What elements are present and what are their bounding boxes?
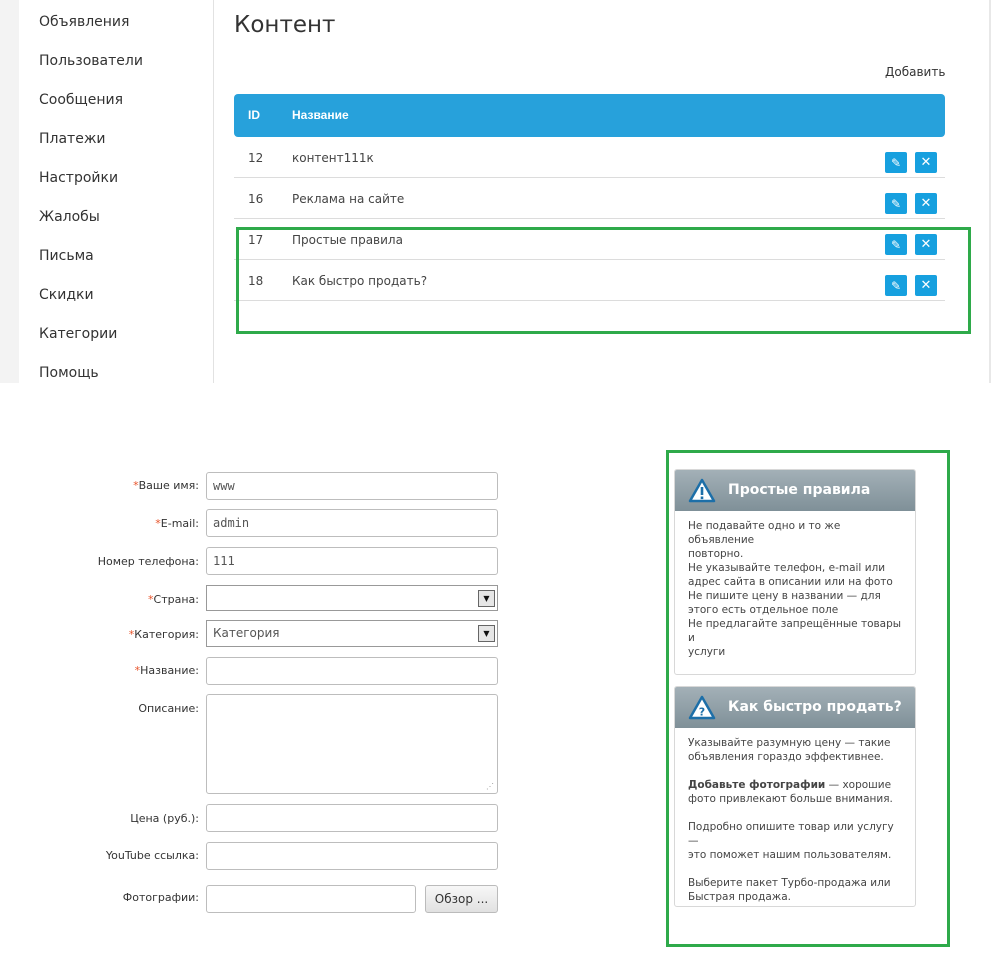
country-select[interactable] — [206, 585, 498, 611]
edit-button[interactable] — [885, 152, 907, 173]
add-content-link[interactable]: Добавить — [885, 65, 946, 79]
sidebar-item-payments[interactable]: Платежи — [39, 131, 106, 147]
sidebar-item-letters[interactable]: Письма — [39, 248, 94, 264]
email-input[interactable]: admin — [206, 509, 498, 537]
pencil-icon: ✎ — [890, 196, 902, 211]
sidebar-item-categories[interactable]: Категории — [39, 326, 118, 342]
delete-button[interactable] — [915, 152, 937, 173]
pencil-icon: ✎ — [890, 278, 902, 293]
page-title: Контент — [234, 12, 336, 38]
rules-panel-title: Простые правила — [728, 482, 871, 498]
row-id: 16 — [248, 192, 264, 206]
left-gutter — [0, 0, 19, 383]
rules-line: Не указывайте телефон, e-mail или — [688, 562, 886, 574]
rules-line: повторно. — [688, 548, 744, 560]
sidebar-item-users[interactable]: Пользователи — [39, 53, 143, 69]
sell-tips-panel-title: Как быстро продать? — [728, 699, 902, 715]
row-id: 18 — [248, 274, 264, 288]
highlight-box-rows — [236, 227, 971, 334]
photos-label: Фотографии: — [122, 891, 199, 904]
sidebar-item-messages[interactable]: Сообщения — [39, 92, 124, 108]
row-id: 12 — [248, 151, 264, 165]
phone-input[interactable]: 111 — [206, 547, 498, 575]
sidebar-item-discounts[interactable]: Скидки — [39, 287, 94, 303]
tip-line: Быстрая продажа. — [688, 891, 792, 903]
row-name: контент111к — [292, 151, 374, 165]
column-header-id[interactable]: ID — [248, 108, 260, 122]
tip-line: фото привлекают больше внимания. — [688, 793, 893, 805]
phone-label: Номер телефона: — [97, 555, 199, 568]
rules-line: этого есть отдельное поле — [688, 604, 839, 616]
rules-line: Не пишите цену в названии — для — [688, 590, 881, 602]
highlight-box-panels — [666, 450, 950, 947]
price-label: Цена (руб.): — [130, 812, 199, 825]
row-name: Реклама на сайте — [292, 192, 405, 206]
close-icon: ✕ — [920, 196, 932, 211]
tip-line: Указывайте разумную цену — такие — [688, 737, 891, 749]
rules-line: адрес сайта в описании или на фото — [688, 576, 893, 588]
rules-line: Не подавайте одно и то же объявление — [688, 520, 841, 546]
category-select-value: Категория — [213, 626, 280, 640]
tip-line: Выберите пакет Турбо-продажа или — [688, 877, 891, 889]
browse-button[interactable]: Обзор ... — [425, 885, 498, 913]
pencil-icon: ✎ — [890, 237, 902, 252]
category-select[interactable] — [206, 620, 498, 647]
resize-grip-icon[interactable]: ⋰ — [486, 782, 494, 791]
svg-text:?: ? — [698, 705, 706, 719]
price-input[interactable] — [206, 804, 498, 832]
pencil-icon: ✎ — [890, 155, 902, 170]
country-label: *Страна: — [148, 593, 199, 606]
tip-line: Добавьте фотографии — хорошие — [688, 779, 892, 791]
row-id: 17 — [248, 233, 264, 247]
close-icon: ✕ — [920, 155, 932, 170]
delete-button[interactable] — [915, 193, 937, 214]
rules-line: Не предлагайте запрещённые товары и — [688, 618, 902, 644]
rules-line: услуги — [688, 646, 726, 658]
youtube-input[interactable] — [206, 842, 498, 870]
sidebar-item-complaints[interactable]: Жалобы — [39, 209, 100, 225]
table-row — [234, 178, 945, 219]
admin-sidebar — [19, 0, 214, 383]
dropdown-arrow-icon[interactable]: ▼ — [478, 625, 495, 642]
table-row — [234, 137, 945, 178]
close-icon: ✕ — [920, 278, 932, 293]
sidebar-item-help[interactable]: Помощь — [39, 365, 99, 381]
close-icon: ✕ — [920, 237, 932, 252]
title-input[interactable] — [206, 657, 498, 685]
sidebar-item-settings[interactable]: Настройки — [39, 170, 119, 186]
name-input[interactable]: www — [206, 472, 498, 500]
admin-content-panel — [0, 0, 991, 383]
dropdown-arrow-icon[interactable]: ▼ — [478, 590, 495, 607]
description-textarea[interactable] — [206, 694, 498, 794]
tip-line: объявления гораздо эффективнее. — [688, 751, 884, 763]
email-label: *E-mail: — [155, 517, 199, 530]
youtube-label: YouTube ссылка: — [105, 849, 199, 862]
sidebar-item-ads[interactable]: Объявления — [39, 14, 130, 30]
row-name: Как быстро продать? — [292, 274, 428, 288]
table-header — [234, 94, 945, 137]
tip-line: Подробно опишите товар или услугу — — [688, 821, 894, 847]
column-header-name[interactable]: Название — [292, 108, 349, 122]
row-name: Простые правила — [292, 233, 403, 247]
name-label: *Ваше имя: — [133, 479, 199, 492]
category-label: *Категория: — [128, 628, 199, 641]
edit-button[interactable] — [885, 193, 907, 214]
title-label: *Название: — [134, 664, 199, 677]
description-label: Описание: — [138, 702, 199, 715]
photos-file-input[interactable] — [206, 885, 416, 913]
tip-line: это поможет нашим пользователям. — [688, 849, 892, 861]
